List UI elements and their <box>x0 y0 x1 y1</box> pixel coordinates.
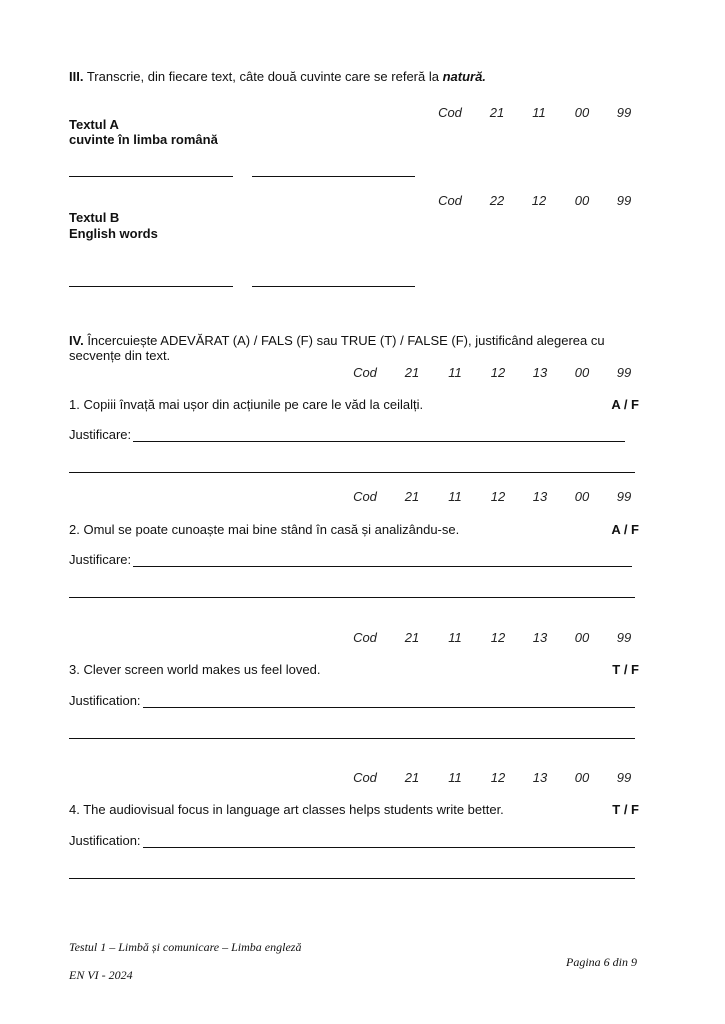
item-4-choice[interactable]: T / F <box>612 802 639 817</box>
section-4-instruction-cont: secvențe din text. <box>69 348 171 363</box>
item-4-justification-label: Justification: <box>69 833 141 848</box>
code-value: 11 <box>448 770 462 785</box>
item-2-choice[interactable]: A / F <box>611 522 639 537</box>
code-value: 00 <box>574 770 590 785</box>
answer-line-a2[interactable] <box>252 176 415 177</box>
item-1-statement: 1. Copiii învață mai ușor din acțiunile pe care le văd la ceilalți. <box>69 397 424 412</box>
code-value: 99 <box>616 630 632 645</box>
code-value: 21 <box>404 365 420 380</box>
code-value: 00 <box>574 365 590 380</box>
code-value: 99 <box>616 489 632 504</box>
item-3-statement: 3. Clever screen world makes us feel loved. <box>69 662 321 677</box>
code-value: 00 <box>574 193 590 208</box>
item-3-justification-label: Justification: <box>69 693 141 708</box>
item-4-statement: 4. The audiovisual focus in language art classes helps students write better. <box>69 802 504 817</box>
code-label: Cod <box>353 770 377 785</box>
code-value: 12 <box>490 489 506 504</box>
section-4-text: Încercuiește ADEVĂRAT (A) / FALS (F) sau TRUE (T) / FALSE (F), justificând alegerea cu <box>83 333 605 348</box>
answer-line-a1[interactable] <box>69 176 233 177</box>
code-value: 11 <box>448 630 462 645</box>
item-2-justification-line[interactable] <box>133 566 632 567</box>
code-value: 21 <box>404 770 420 785</box>
section-3-emphasis: natură. <box>442 69 486 84</box>
answer-line-b1[interactable] <box>69 286 233 287</box>
text-a-title: Textul A <box>69 117 119 132</box>
answer-line-b2[interactable] <box>252 286 415 287</box>
code-value: 00 <box>574 105 590 120</box>
item-3-justification-line[interactable] <box>143 707 635 708</box>
item-1-justification-line-2[interactable] <box>69 472 635 473</box>
code-value: 21 <box>404 489 420 504</box>
code-value: 99 <box>616 193 632 208</box>
code-label: Cod <box>353 489 377 504</box>
code-value: 11 <box>448 489 462 504</box>
item-4-justification-line[interactable] <box>143 847 635 848</box>
footer-exam-code: EN VI - 2024 <box>69 968 133 982</box>
section-3-instruction <box>69 69 486 84</box>
code-value: 99 <box>616 770 632 785</box>
code-value: 00 <box>574 489 590 504</box>
item-1-justification-line[interactable] <box>133 441 625 442</box>
code-label: Cod <box>353 630 377 645</box>
code-value: 13 <box>532 489 548 504</box>
item-1-choice[interactable]: A / F <box>611 397 639 412</box>
item-4-justification-line-2[interactable] <box>69 878 635 879</box>
section-4-instruction <box>69 333 605 348</box>
item-2-justification-label: Justificare: <box>69 552 132 567</box>
code-value: 11 <box>448 365 462 380</box>
code-value: 13 <box>532 770 548 785</box>
code-value: 13 <box>532 630 548 645</box>
code-value: 13 <box>532 365 548 380</box>
code-value: 12 <box>490 365 506 380</box>
section-3-number: III. <box>69 69 84 84</box>
footer-test-title: Testul 1 – Limbă și comunicare – Limba engleză <box>69 940 302 954</box>
section-3-text: Transcrie, din fiecare text, câte două cuvinte care se referă la <box>83 69 443 84</box>
code-value: 12 <box>490 770 506 785</box>
code-value: 21 <box>404 630 420 645</box>
code-value: 00 <box>574 630 590 645</box>
footer-page-number: Pagina 6 din 9 <box>566 955 637 969</box>
item-3-justification-line-2[interactable] <box>69 738 635 739</box>
item-1-justification-label: Justificare: <box>69 427 132 442</box>
code-value: 11 <box>532 105 546 120</box>
item-2-statement: 2. Omul se poate cunoaște mai bine stând în casă și analizându-se. <box>69 522 460 537</box>
item-3-choice[interactable]: T / F <box>612 662 639 677</box>
item-2-justification-line-2[interactable] <box>69 597 635 598</box>
text-b-title: Textul B <box>69 210 120 225</box>
section-4-number: IV. <box>69 333 84 348</box>
text-a-subtitle: cuvinte în limba română <box>69 132 218 147</box>
code-value: 22 <box>489 193 505 208</box>
code-label: Cod <box>438 105 462 120</box>
code-label: Cod <box>438 193 462 208</box>
code-value: 99 <box>616 365 632 380</box>
code-label: Cod <box>353 365 377 380</box>
code-value: 12 <box>531 193 547 208</box>
text-b-subtitle: English words <box>69 226 158 241</box>
code-value: 12 <box>490 630 506 645</box>
code-value: 99 <box>616 105 632 120</box>
code-value: 21 <box>489 105 505 120</box>
